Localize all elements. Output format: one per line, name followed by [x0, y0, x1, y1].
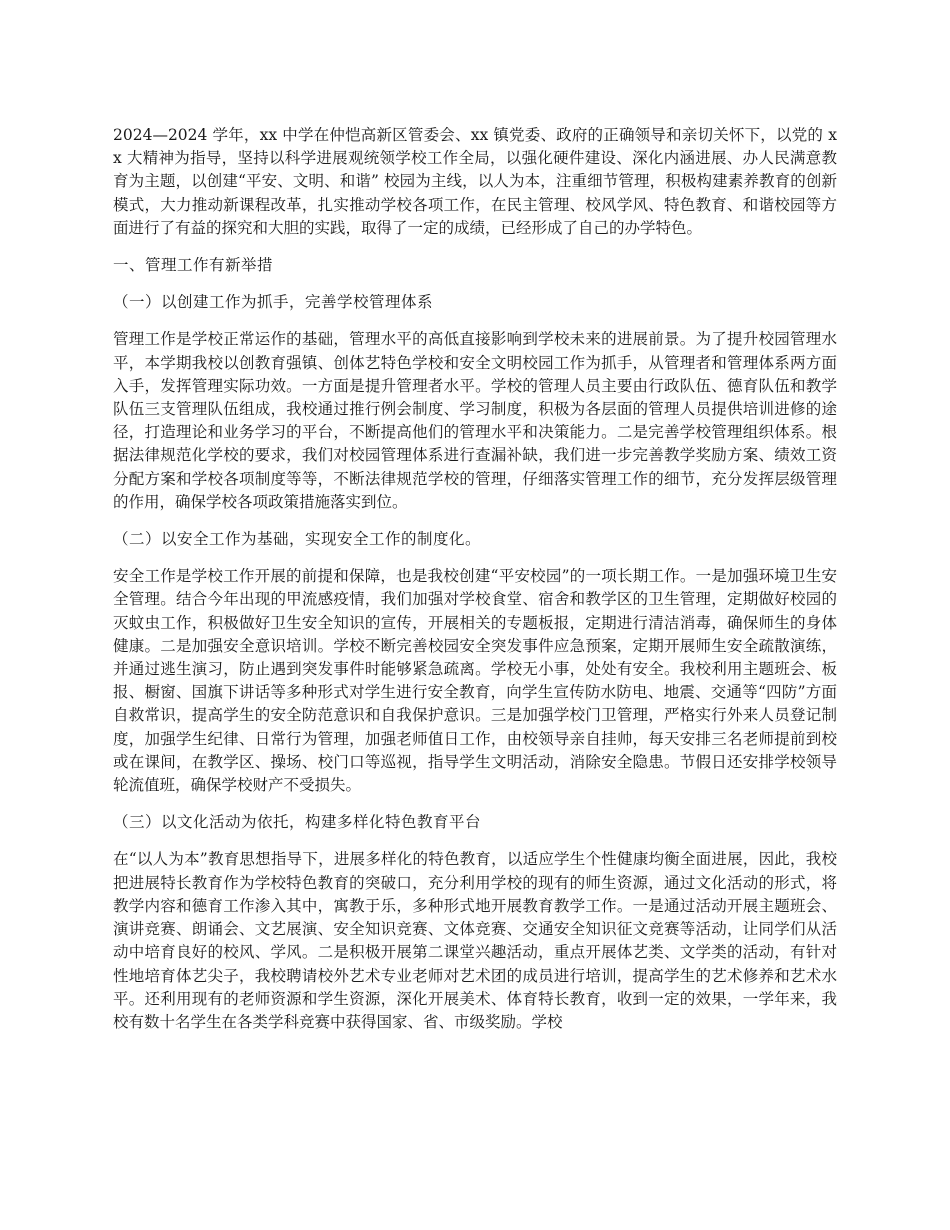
subsection-3-body: 在“以人为本”教育思想指导下，进展多样化的特色教育，以适应学生个性健康均衡全面进展，因此，我校把进展特长教育作为学校特色教育的突破口，充分利用学校的现有的师生资源，通过文化活动的形式，将教学内容和德育工作渗入其中，寓教于乐，多种形式地开展教育教学工作。一是通过活动开展主题班会、演讲竞赛、朗诵会、文艺展演、安全知识竞赛、文体竞赛、交通安全知识征文竞赛等活动，让同学们从活动中培育良好的校风、学风。二是积极开展第二课堂兴趣活动，重点开展体艺类、文学类的活动，有针对性地培育体艺尖子，我校聘请校外艺术专业老师对艺术团的成员进行培训，提高学生的艺术修养和艺术水平。还利用现有的老师资源和学生资源，深化开展美术、体育特长教育，收到一定的效果，一学年来，我校有数十名学生在各类学科竞赛中获得国家、省、市级奖励。学校 [113, 850, 837, 1031]
subsection-2-heading: （二）以安全工作为基础，实现安全工作的制度化。 [113, 530, 482, 549]
subsection-1-heading: （一）以创建工作为抓手，完善学校管理体系 [113, 293, 434, 312]
document-page [113, 124, 837, 1048]
subsection-3-heading: （三）以文化活动为依托，构建多样化特色教育平台 [113, 813, 482, 832]
section-heading: 一、管理工作有新举措 [113, 256, 274, 275]
subsection-2-body: 安全工作是学校工作开展的前提和保障，也是我校创建“平安校园”的一项长期工作。一是加强环境卫生安全管理。结合今年出现的甲流感疫情，我们加强对学校食堂、宿舍和教学区的卫生管理，定期做好校园的灭蚊虫工作，积极做好卫生安全知识的宣传，开展相关的专题板报，定期进行清洁消毒，确保师生的身体健康。二是加强安全意识培训。学校不断完善校园安全突发事件应急预案，定期开展师生安全疏散演练，并通过逃生演习，防止遇到突发事件时能够紧急疏离。学校无小事，处处有安全。我校利用主题班会、板报、橱窗、国旗下讲话等多种形式对学生进行安全教育，向学生宣传防水防电、地震、交通等“四防”方面自救常识，提高学生的安全防范意识和自我保护意识。三是加强学校门卫管理，严格实行外来人员登记制度，加强学生纪律、日常行为管理，加强老师值日工作，由校领导亲自挂帅，每天安排三名老师提前到校或在课间，在教学区、操场、校门口等巡视，指导学生文明活动，消除安全隐患。节假日还安排学校领导轮流值班，确保学校财产不受损失。 [113, 567, 837, 795]
intro-paragraph: 2024—2024 学年，xx 中学在仲恺高新区管委会、xx 镇党委、政府的正确领导和亲切关怀下，以党的 xx 大精神为指导，坚持以科学进展观统领学校工作全局，以强化硬件建设、深化内涵进展、办人民满意教育为主题，以创建“平安、文明、和谐” 校园为主线，以人为本，注重细节管理，积极构建素养教育的创新模式，大力推动新课程改革，扎实推动学校各项工作，在民主管理、校风学风、特色教育、和谐校园等方面进行了有益的探究和大胆的实践，取得了一定的成绩，已经形成了自己的办学特色。 [113, 126, 837, 237]
subsection-1-body: 管理工作是学校正常运作的基础，管理水平的高低直接影响到学校未来的进展前景。为了提升校园管理水平，本学期我校以创教育强镇、创体艺特色学校和安全文明校园工作为抓手，从管理者和管理体系两方面入手，发挥管理实际功效。一方面是提升管理者水平。学校的管理人员主要由行政队伍、德育队伍和教学队伍三支管理队伍组成，我校通过推行例会制度、学习制度，积极为各层面的管理人员提供培训进修的途径，打造理论和业务学习的平台，不断提高他们的管理水平和决策能力。二是完善学校管理组织体系。根据法律规范化学校的要求，我们对校园管理体系进行查漏补缺，我们进一步完善教学奖励方案、绩效工资分配方案和学校各项制度等等，不断法律规范学校的管理，仔细落实管理工作的细节，充分发挥层级管理的作用，确保学校各项政策措施落实到位。 [113, 330, 837, 511]
